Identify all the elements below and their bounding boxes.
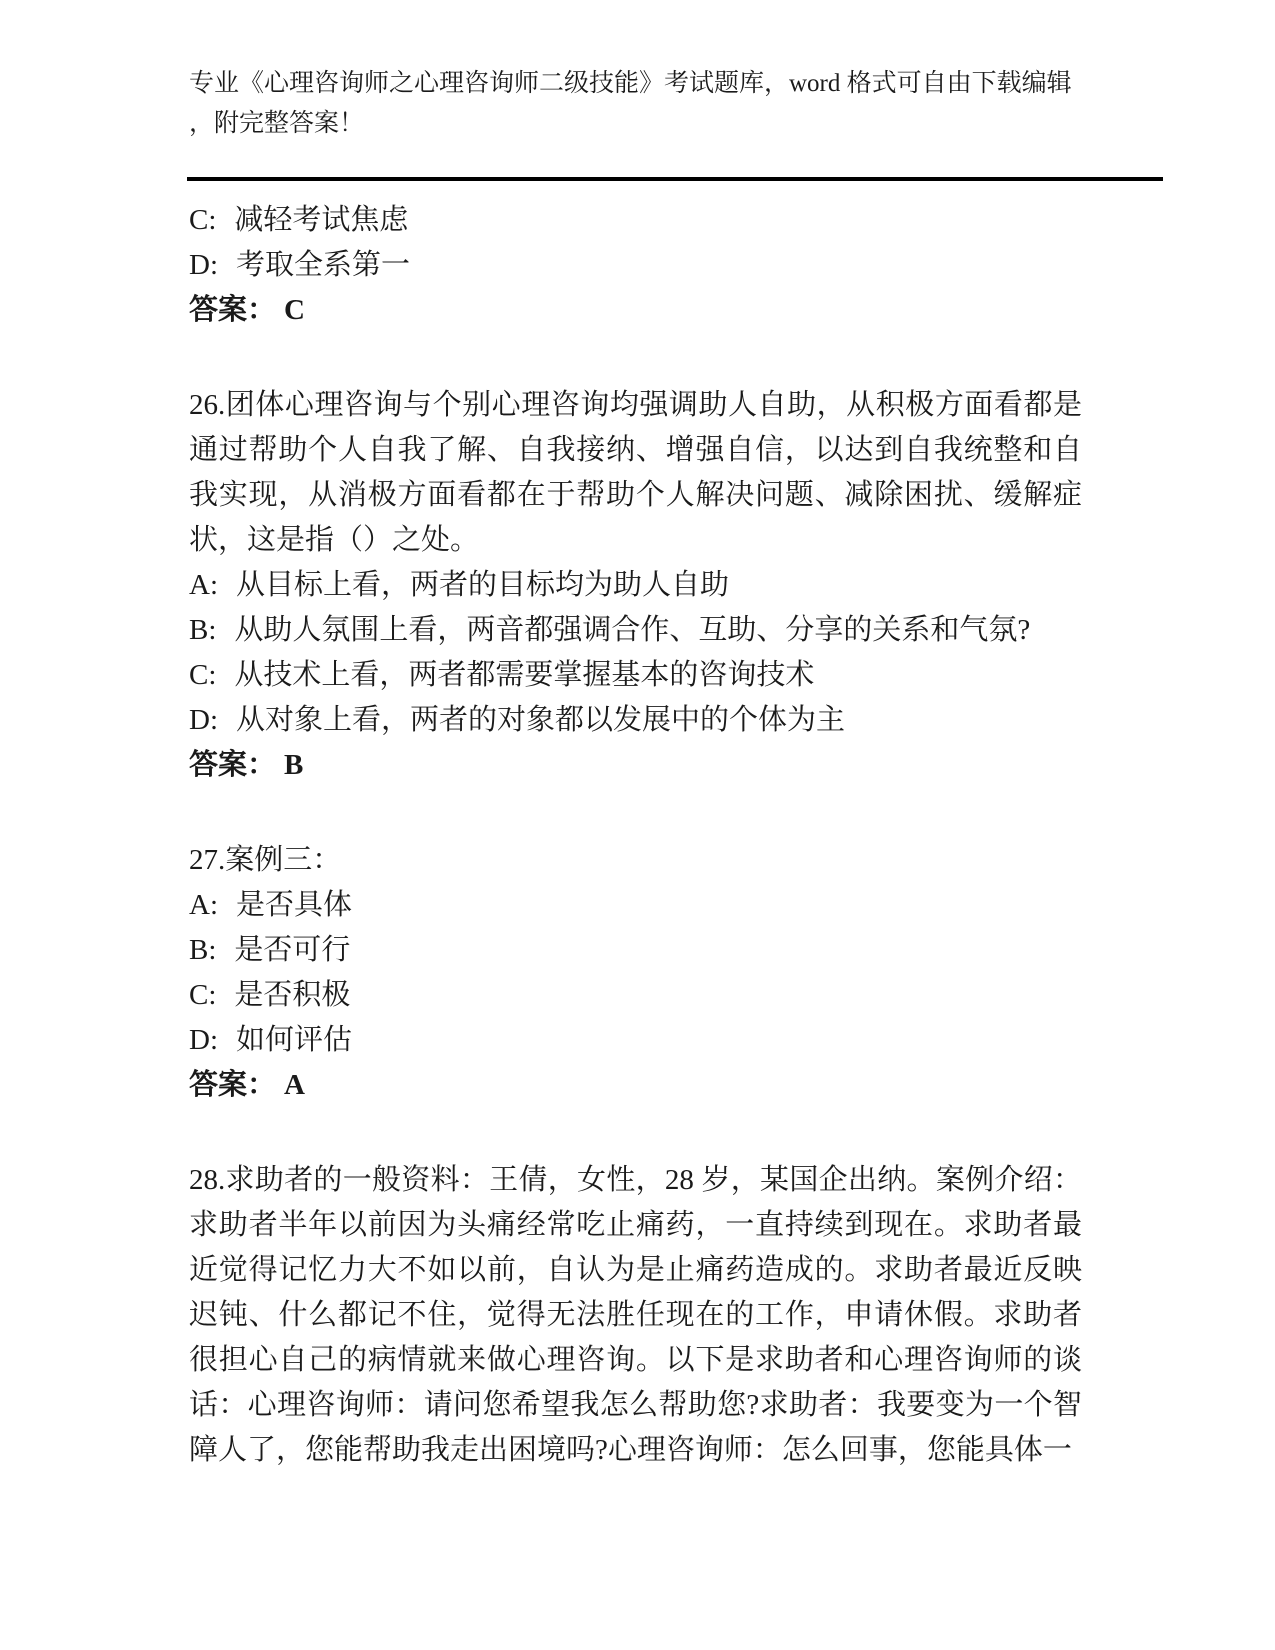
header-line-1: 专业《心理咨询师之心理咨询师二级技能》考试题库，word 格式可自由下载编辑 bbox=[189, 70, 1072, 97]
header-line-2: ，附完整答案！ bbox=[189, 110, 365, 137]
answer-label: 答案： bbox=[189, 294, 277, 326]
option-text: 从目标上看，两者的目标均为助人自助 bbox=[236, 569, 730, 601]
page-header bbox=[189, 64, 1089, 144]
option-label: A: bbox=[189, 569, 218, 601]
option-row-c bbox=[189, 198, 1082, 243]
answer-row bbox=[189, 743, 1082, 788]
option-label: D: bbox=[189, 704, 218, 736]
option-label: A: bbox=[189, 889, 218, 921]
option-row-a bbox=[189, 563, 1082, 608]
option-text: 考取全系第一 bbox=[236, 249, 411, 281]
question-stem: 26.团体心理咨询与个别心理咨询均强调助人自助，从积极方面看都是通过帮助个人自我了解、自我接纳、增强自信，以达到自我统整和自我实现，从消极方面看都在于帮助个人解决问题、减除困扰、缓解症状，这是指（）之处。 bbox=[189, 389, 1082, 556]
option-row-c bbox=[189, 653, 1082, 698]
question-block-27 bbox=[189, 838, 1082, 1108]
option-text: 从技术上看，两者都需要掌握基本的咨询技术 bbox=[234, 659, 815, 691]
section-divider bbox=[187, 177, 1163, 181]
option-label: B: bbox=[189, 934, 217, 966]
option-text: 如何评估 bbox=[236, 1024, 353, 1056]
question-block-partial bbox=[189, 198, 1082, 333]
option-row-d bbox=[189, 1018, 1082, 1063]
option-label: B: bbox=[189, 614, 217, 646]
option-text: 是否具体 bbox=[236, 889, 353, 921]
document-content bbox=[189, 198, 1082, 1473]
answer-value: B bbox=[284, 749, 304, 781]
question-block-28 bbox=[189, 1158, 1082, 1473]
option-row-d bbox=[189, 698, 1082, 743]
option-text: 减轻考试焦虑 bbox=[234, 204, 409, 236]
answer-label: 答案： bbox=[189, 1069, 277, 1101]
option-label: C: bbox=[189, 659, 217, 691]
question-block-26 bbox=[189, 383, 1082, 788]
answer-row bbox=[189, 288, 1082, 333]
answer-label: 答案： bbox=[189, 749, 277, 781]
option-text: 从对象上看，两者的对象都以发展中的个体为主 bbox=[236, 704, 846, 736]
option-row-c bbox=[189, 973, 1082, 1018]
option-text: 是否可行 bbox=[234, 934, 351, 966]
option-row-b bbox=[189, 928, 1082, 973]
option-label: C: bbox=[189, 979, 217, 1011]
answer-value: A bbox=[284, 1069, 305, 1101]
option-row-a bbox=[189, 883, 1082, 928]
option-text: 从助人氛围上看，两音都强调合作、互助、分享的关系和气氛? bbox=[234, 614, 1031, 646]
option-label: D: bbox=[189, 1024, 218, 1056]
answer-value: C bbox=[284, 294, 305, 326]
option-row-d bbox=[189, 243, 1082, 288]
option-text: 是否积极 bbox=[234, 979, 351, 1011]
question-stem: 27.案例三： bbox=[189, 844, 342, 876]
question-stem: 28.求助者的一般资料：王倩，女性，28 岁，某国企出纳。案例介绍：求助者半年以前因为头痛经常吃止痛药，一直持续到现在。求助者最近觉得记忆力大不如以前，自认为是止痛药造成的。求助者最近反映迟钝、什么都记不住，觉得无法胜任现在的工作，申请休假。求助者很担心自己的病情就来做心理咨询。以下是求助者和心理咨询师的谈话：心理咨询师：请问您希望我怎么帮助您?求助者：我要变为一个智障人了，您能帮助我走出困境吗?心理咨询师：怎么回事，您能具体一 bbox=[189, 1164, 1082, 1466]
option-label: C: bbox=[189, 204, 217, 236]
answer-row bbox=[189, 1063, 1082, 1108]
option-label: D: bbox=[189, 249, 218, 281]
option-row-b bbox=[189, 608, 1082, 653]
